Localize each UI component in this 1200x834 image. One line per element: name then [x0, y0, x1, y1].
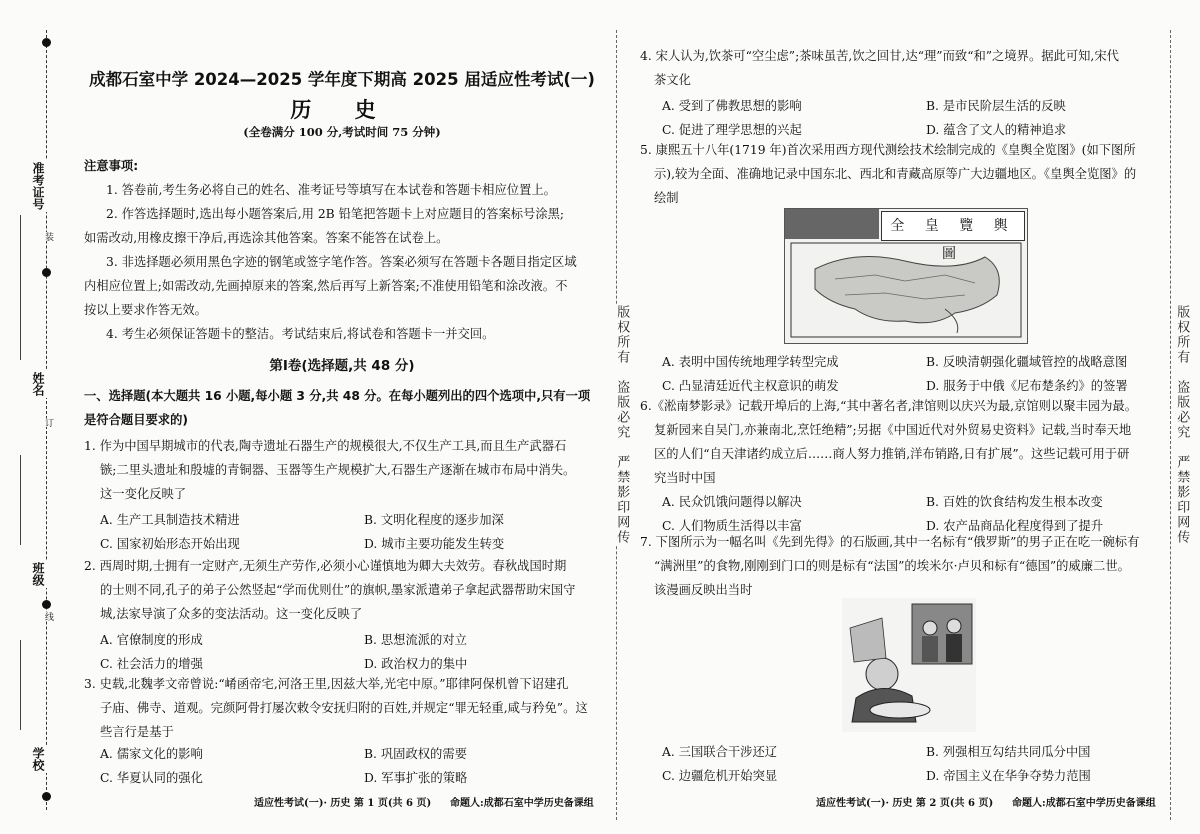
q4-option-b[interactable]: B. 是市民阶层生活的反映 — [926, 99, 1066, 113]
qing-map-image — [784, 208, 1028, 344]
q3-option-b[interactable]: B. 巩固政权的需要 — [364, 747, 467, 761]
notice-line: 如需改动,用橡皮擦干净后,再选涂其他答案。答案不能答在试卷上。 — [84, 231, 449, 245]
q6-stem: 区的人们“自天津诸约成立后……商人努力推销,洋布销路,日有扩展”。这些记载可用于研 — [654, 447, 1130, 461]
cartoon-illustration — [842, 598, 976, 732]
q7-stem: “满洲里”的食物,刚刚到门口的则是标有“法国”的埃米尔·卢贝和标有“德国”的威廉二世。 — [654, 559, 1130, 573]
q2-option-b[interactable]: B. 思想流派的对立 — [364, 633, 467, 647]
q1-option-a[interactable]: A. 生产工具制造技术精进 — [100, 513, 240, 527]
q3-option-d[interactable]: D. 军事扩张的策略 — [364, 771, 468, 785]
q5-option-b[interactable]: B. 反映清朝强化疆域管控的战略意图 — [926, 355, 1128, 369]
q6-option-b[interactable]: B. 百姓的饮食结构发生根本改变 — [926, 495, 1103, 509]
q6-option-c[interactable]: C. 人们物质生活得以丰富 — [662, 519, 802, 533]
bind-mark: 装 — [43, 232, 53, 241]
exam-no-label: 准考证号 — [31, 162, 45, 210]
page-footer: 适应性考试(一)· 历史 第 2 页(共 6 页) — [816, 798, 994, 809]
page-footer-author: 命题人:成都石室中学历史备课组 — [1012, 798, 1156, 809]
q1-option-d[interactable]: D. 城市主要功能发生转变 — [364, 537, 505, 551]
school-field[interactable] — [20, 640, 21, 730]
instruction-line: 一、选择题(本大题共 16 小题,每小题 3 分,共 48 分。在每小题列出的四个选项中,只有一项 — [84, 389, 591, 403]
q4-option-a[interactable]: A. 受到了佛教思想的影响 — [662, 99, 802, 113]
q4-option-c[interactable]: C. 促进了理学思想的兴起 — [662, 123, 802, 137]
name-field[interactable] — [20, 270, 21, 360]
exam-page-1 — [78, 0, 606, 834]
notice-line: 1. 答卷前,考生务必将自己的姓名、准考证号等填写在本试卷和答题卡相应位置上。 — [106, 183, 556, 197]
instruction-line: 是符合题目要求的) — [84, 413, 188, 427]
q3-option-a[interactable]: A. 儒家文化的影响 — [100, 747, 203, 761]
q2-stem: 的士则不同,孔子的弟子公然竖起“学而优则仕”的旗帜,墨家派遣弟子拿起武器帮助宋国守 — [100, 583, 576, 597]
q7-option-a[interactable]: A. 三国联合干涉还辽 — [662, 745, 778, 759]
q6-option-d[interactable]: D. 农产品商品化程度得到了提升 — [926, 519, 1104, 533]
q7-option-b[interactable]: B. 列强相互勾结共同瓜分中国 — [926, 745, 1091, 759]
binding-strip — [0, 0, 62, 834]
q4-stem: 4. 宋人认为,饮茶可“空尘虑”;茶味虽苦,饮之回甘,达“理”而致“和”之境界。据此可知,宋代 — [640, 49, 1119, 63]
exam-page-2 — [640, 0, 1160, 834]
q7-stem: 该漫画反映出当时 — [654, 583, 753, 597]
q5-option-a[interactable]: A. 表明中国传统地理学转型完成 — [662, 355, 839, 369]
map-title: 全 皇 覽 輿 圖 — [881, 211, 1025, 241]
q1-stem: 1. 作为中国早期城市的代表,陶寺遗址石器生产的规模很大,不仅生产工具,而且生产武器石 — [84, 439, 567, 453]
notice-line: 按以上要求作答无效。 — [84, 303, 207, 317]
right-divider — [1170, 30, 1171, 820]
q2-option-d[interactable]: D. 政治权力的集中 — [364, 657, 468, 671]
notice-line: 3. 非选择题必须用黑色字迹的钢笔或签字笔作答。答案必须写在答题卡各题目指定区域 — [106, 255, 577, 269]
q5-option-d[interactable]: D. 服务于中俄《尼布楚条约》的签署 — [926, 379, 1128, 393]
q6-option-a[interactable]: A. 民众饥饿问题得以解决 — [662, 495, 802, 509]
q5-stem: 5. 康熙五十八年(1719 年)首次采用西方现代测绘技术绘制完成的《皇舆全览图》(如下图所 — [640, 143, 1136, 157]
binding-dot — [42, 792, 51, 801]
q2-option-c[interactable]: C. 社会活力的增强 — [100, 657, 203, 671]
q7-option-c[interactable]: C. 边疆危机开始突显 — [662, 769, 778, 783]
binding-dot — [42, 38, 51, 47]
bind-mark: 线 — [43, 612, 53, 621]
page-footer-author: 命题人:成都石室中学历史备课组 — [450, 798, 594, 809]
q7-option-d[interactable]: D. 帝国主义在华争夺势力范围 — [926, 769, 1091, 783]
notice-line: 内相应位置上;如需改动,先画掉原来的答案,然后再写上新答案;不准使用铅笔和涂改液。不 — [84, 279, 568, 293]
exam-title: 成都石室中学 2024—2025 学年度下期高 2025 届适应性考试(一) — [89, 70, 595, 89]
binding-dot — [42, 268, 51, 277]
exam-subject: 历 史 — [290, 97, 394, 122]
q5-stem: 示),较为全面、准确地记录中国东北、西北和青藏高原等广大边疆地区。《皇舆全览图》的 — [654, 167, 1137, 181]
q2-option-a[interactable]: A. 官僚制度的形成 — [100, 633, 203, 647]
q3-stem: 子庙、佛寺、道观。完颜阿骨打屡次敕令安抚归附的百姓,并规定“罪无轻重,咸与矜免”。这 — [100, 701, 588, 715]
q2-stem: 2. 西周时期,士拥有一定财产,无须生产劳作,必须小心谨慎地为卿大夫效劳。春秋战国时期 — [84, 559, 567, 573]
page-footer: 适应性考试(一)· 历史 第 1 页(共 6 页) — [254, 798, 432, 809]
school-label: 学校 — [31, 747, 45, 771]
q1-stem: 这一变化反映了 — [100, 487, 187, 501]
class-label: 班级 — [31, 562, 45, 586]
q6-stem: 复新园来自吴门,亦兼南北,烹饪绝精”;另据《中国近代对外贸易史资料》记载,当时奉天地 — [654, 423, 1132, 437]
notice-line: 4. 考生必须保证答题卡的整洁。考试结束后,将试卷和答题卡一并交回。 — [106, 327, 495, 341]
q1-stem: 镞;二里头遗址和殷墟的青铜器、玉器等生产规模扩大,石器生产逐渐在城市布局中消失。 — [100, 463, 576, 477]
q4-option-d[interactable]: D. 蕴含了文人的精神追求 — [926, 123, 1067, 137]
q6-stem: 究当时中国 — [654, 471, 716, 485]
q3-option-c[interactable]: C. 华夏认同的强化 — [100, 771, 203, 785]
q1-option-c[interactable]: C. 国家初始形态开始出现 — [100, 537, 240, 551]
cartoon-image — [842, 598, 976, 732]
q1-option-b[interactable]: B. 文明化程度的逐步加深 — [364, 513, 504, 527]
notice-title: 注意事项: — [84, 159, 139, 173]
section-heading: 第Ⅰ卷(选择题,共 48 分) — [269, 358, 415, 374]
q3-stem: 些言行是基于 — [100, 725, 174, 739]
q4-stem: 茶文化 — [654, 73, 691, 87]
q3-stem: 3. 史载,北魏孝文帝曾说:“崤函帝宅,河洛王里,因兹大举,光宅中原。”耶律阿保机曾下诏建孔 — [84, 677, 569, 691]
bind-mark: 订 — [43, 418, 53, 427]
class-field[interactable] — [20, 455, 21, 545]
binding-dot — [42, 600, 51, 609]
copyright-watermark-right: 版权所有 盗版必究 严禁影印网传 — [1172, 305, 1190, 545]
q5-option-c[interactable]: C. 凸显清廷近代主权意识的萌发 — [662, 379, 839, 393]
q7-stem: 7. 下图所示为一幅名叫《先到先得》的石版画,其中一名标有“俄罗斯”的男子正在吃一碗标有 — [640, 535, 1140, 549]
exam-note: (全卷满分 100 分,考试时间 75 分钟) — [243, 125, 441, 139]
q5-stem: 绘制 — [654, 191, 679, 205]
map-illustration — [785, 209, 1027, 343]
notice-line: 2. 作答选择题时,选出每小题答案后,用 2B 铅笔把答题卡上对应题目的答案标号涂黑; — [106, 207, 565, 221]
q2-stem: 城,法家导演了众多的变法活动。这一变化反映了 — [100, 607, 363, 621]
q6-stem: 6.《淞南梦影录》记载开埠后的上海,“其中著名者,津馆则以庆兴为最,京馆则以聚丰园为最。 — [640, 399, 1138, 413]
name-label: 姓名 — [31, 372, 45, 396]
copyright-watermark-left: 版权所有 盗版必究 严禁影印网传 — [612, 305, 630, 545]
